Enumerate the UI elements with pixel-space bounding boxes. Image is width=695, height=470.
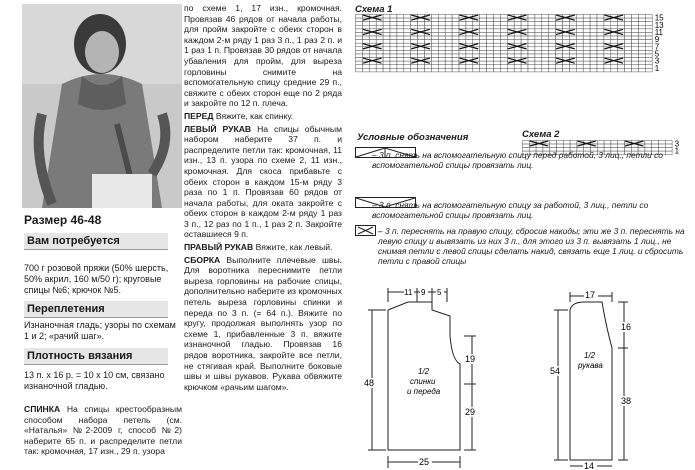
right-sleeve-head: ПРАВЫЙ РУКАВ: [184, 242, 254, 253]
body-height: 48: [364, 378, 375, 388]
stitches-text: Изнаночная гладь; узоры по схемам 1 и 2; «рачий шаг».: [24, 320, 176, 341]
legend-title: Условные обозначения: [357, 132, 469, 143]
gauge-title: Плотность вязания: [24, 348, 168, 365]
scheme1-title: Схема 1: [355, 4, 393, 15]
legend-item-3: – 3 п. переснять на правую спицу, сбросив накиды; эти же 3 п. переснять на левую спицу и вывязать из них 3 п., для этого из 3 п. вывязать 1 лиц., не снимая петли с левой спицы сделать накид, связать еще 1 лиц. и сбросить петли с правой спицы: [378, 226, 685, 266]
row-number: 1: [674, 146, 680, 156]
assembly-head: СБОРКА: [184, 254, 221, 265]
left-sleeve-text: На спицы обычным набором наберите 37 п. и распределите петли так: кромочная, 11 изн., 13 п. узора по схеме 2, 11 изн., кромочная. Для скоса прибавьте с обеих сторон в каждом 15-м ряду 3 раза по 1 п. Провязав 60 рядов от начала работы, для оката закройте с обеих сторон в каждом 2-м ряду 1 раз 3 п., 12 раз по 1 п., 1 раз 2 п. Закройте оставшиеся 9 п.: [184, 123, 342, 240]
sleeve-underarm: 38: [621, 396, 632, 406]
front-text: Вяжите, как спинку.: [215, 110, 294, 121]
body-label-1: 1/2: [418, 367, 430, 376]
scheme2-title: Схема 2: [522, 129, 560, 140]
front-head: ПЕРЕД: [184, 110, 214, 121]
gauge-text: 13 п. х 16 р. = 10 х 10 см, связано изнаночной гладью.: [24, 370, 165, 391]
back-body: На спицы крестообразным способом набора петель (см. «Наталья» №2-2009 г, способ №2) наберите 65 п. и распределите петли так: кромочная, 17 изн., 29 п. узора: [24, 404, 182, 457]
body-top-3: 5: [437, 288, 442, 297]
row-number: 1: [654, 63, 660, 73]
body-width: 25: [419, 457, 430, 467]
left-sleeve-head: ЛЕВЫЙ РУКАВ: [184, 123, 252, 134]
scheme1-chart: [355, 14, 695, 110]
sleeve-top: 17: [585, 290, 596, 300]
row-number: 3: [654, 56, 660, 66]
row-number: 13: [654, 20, 664, 30]
row-number: 15: [654, 14, 664, 23]
row-number: 11: [654, 27, 664, 37]
sleeve-pattern: [540, 290, 650, 470]
materials-text: 700 г розовой пряжи (50% шерсть, 50% акрил, 160 м/50 г); круговые спицы №6; крючок №5.: [24, 263, 169, 295]
materials-title: Вам потребуется: [24, 233, 168, 250]
body-label-2: спинки: [410, 377, 436, 386]
body-armhole: 19: [465, 354, 476, 364]
sleeve-label-2: рукава: [578, 361, 603, 370]
back-continued: по схеме 1, 17 изн., кромочная. Провязав 46 рядов от начала работы, для пройм закройте с обеих сторон в каждом 2-м ряду 1 раз 3 п., 1 раз 2 п. и 1 раз 1 п. Провязав 30 рядов от начала убавления для пройм, для выреза горловины снимите на вспомогательную спицу средние 29 п., свяжите с обеих сторон еще по 2 ряда и закройте по 12 п. плеча.: [184, 3, 342, 109]
sleeve-cap: 16: [621, 322, 632, 332]
model-photo: [22, 4, 182, 208]
body-label-3: и переда: [407, 387, 441, 396]
legend-item-1: – 3 п. снять на вспомогательную спицу перед работой, 3 лиц., петли со вспомогательной спицы провязать лиц.: [372, 150, 663, 170]
size-title: Размер 46-48: [24, 213, 102, 227]
instructions-column: [184, 3, 342, 394]
elongated-stitch-symbol: [355, 225, 377, 237]
row-number: 7: [654, 42, 660, 52]
row-number: 9: [654, 35, 660, 45]
sleeve-cuff: 14: [584, 461, 595, 470]
row-number: 3: [674, 140, 680, 149]
sleeve-label-1: 1/2: [584, 351, 596, 360]
right-sleeve-text: Вяжите, как левый.: [255, 242, 333, 253]
stitches-title: Переплетения: [24, 301, 168, 318]
legend-item-2: – 3 п. снять на вспомогательную спицу за работой, 3 лиц., петли со вспомогательной спицы провязать лиц.: [372, 200, 649, 220]
assembly-text: Выполните плечевые швы. Для воротника переснимите петли выреза горловины на рабочие спицы, дополнительно наберите из кромочных петель выреза горловины спинки и переда по 3 п. (= 64 п.). Вяжите по кругу, продолжая выполнять узор по схеме 1, прибавленные 3 п. вяжите изнаночной гладью. Провязав 16 рядов воротника, закройте все петли, не стягивая край. Выполните боковые швы и швы рукавов. Рукава обвяжите крючком «рачьим шагом».: [184, 254, 343, 392]
back-head: СПИНКА: [24, 404, 61, 414]
body-top-2: 9: [421, 288, 426, 297]
body-pattern: [360, 280, 490, 470]
row-number: 5: [654, 49, 660, 59]
body-top-1: 11: [404, 288, 413, 297]
sleeve-length: 54: [550, 366, 561, 376]
body-side: 29: [465, 407, 476, 417]
back-text: [24, 404, 182, 457]
